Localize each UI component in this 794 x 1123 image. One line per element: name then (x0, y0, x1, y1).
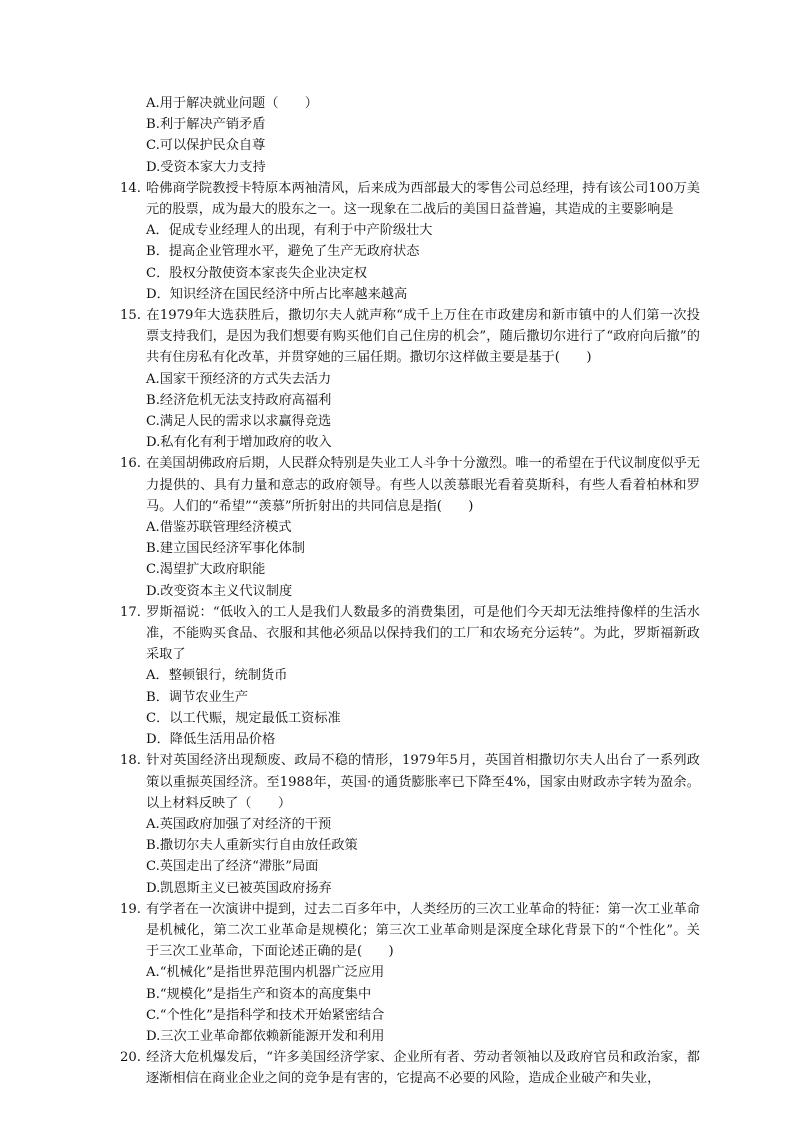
question-stem (120, 178, 700, 220)
answer-option: B．调节农业生产 (146, 689, 249, 705)
question-block (120, 453, 700, 601)
question-block (120, 93, 700, 178)
answer-option: B.建立国民经济军事化体制 (146, 541, 305, 557)
answer-option: C．以工代赈，规定最低工资标准 (146, 710, 341, 726)
question-block (120, 1047, 700, 1089)
question-text: 在美国胡佛政府后期，人民群众特别是失业工人斗争十分激烈。唯一的希望在于代议制度似乎无力提供的、具有力量和意志的政府领导。有些人以羡慕眼光看着莫斯科，有些人看着柏林和罗马。人们的“希望”“羡慕”所折射出的共同信息是指( ) (146, 456, 700, 514)
question-text: 在1979年大选获胜后，撒切尔夫人就声称“成千上万住在市政建房和新市镇中的人们第一次投票支持我们，是因为我们想要有购买他们自己住房的机会”，随后撒切尔进行了“政府向后撤”的共有住房私有化改革，并贯穿她的三届任期。撒切尔这样做主要是基于( ) (146, 308, 700, 366)
answer-option: D.改变资本主义代议制度 (146, 583, 293, 599)
question-number: 17. (120, 604, 141, 620)
answer-option: B.撒切尔夫人重新实行自由放任政策 (146, 838, 358, 854)
answer-option: D．降低生活用品价格 (146, 732, 276, 748)
question-text: 罗斯福说：“低收入的工人是我们人数最多的消费集团，可是他们今天却无法维持像样的生活水准，不能购买食品、衣服和其他必须品以保持我们的工厂和农场充分运转”。为此，罗斯福新政采取了 (146, 604, 700, 663)
answer-option: A.“机械化”是指世界范围内机器广泛应用 (146, 965, 385, 981)
answer-option: B.经济危机无法支持政府高福利 (146, 392, 332, 408)
question-number: 16. (120, 456, 141, 472)
answer-option: B.利于解决产销矛盾 (146, 117, 266, 133)
answer-option: D.三次工业革命都依赖新能源开发和利用 (146, 1028, 385, 1044)
answer-option: A.国家干预经济的方式失去活力 (146, 371, 332, 387)
question-stem (120, 750, 700, 814)
answer-option: A.用于解决就业问题（ ） (146, 96, 318, 111)
question-stem (120, 305, 700, 369)
answer-option: C.满足人民的需求以求赢得竞选 (146, 414, 332, 430)
answer-option: A.借鉴苏联管理经济模式 (146, 520, 292, 536)
question-stem (120, 602, 700, 666)
answer-option: D.受资本家大力支持 (146, 159, 266, 175)
question-block (120, 178, 700, 305)
question-number: 19. (120, 901, 141, 917)
answer-option: C.“个性化”是指科学和技术开始紧密结合 (146, 1007, 385, 1023)
answer-option: B．提高企业管理水平，避免了生产无政府状态 (146, 244, 420, 260)
answer-option: D.私有化有利于增加政府的收入 (146, 435, 332, 451)
answer-option: C.可以保护民众自尊 (146, 138, 266, 154)
question-block (120, 602, 700, 750)
answer-option: C.英国走出了经济“滞胀”局面 (146, 859, 319, 875)
answer-option: A．促成专业经理人的出现，有利于中产阶级壮大 (146, 223, 433, 239)
answer-option: C.渴望扩大政府职能 (146, 562, 266, 578)
answer-option: D.凯恩斯主义已被英国政府扬弃 (146, 880, 332, 896)
question-text: 哈佛商学院教授卡特原本两袖清风，后来成为西部最大的零售公司总经理，持有该公司100万美元的股票，成为最大的股东之一。这一现象在二战后的美国日益普遍，其造成的主要影响是 (146, 180, 700, 218)
answer-option: B.“规模化”是指生产和资本的高度集中 (146, 986, 372, 1002)
question-stem (120, 453, 700, 517)
question-number: 18. (120, 753, 141, 769)
question-number: 14. (120, 180, 141, 196)
question-stem (120, 899, 700, 963)
question-block (120, 899, 700, 1047)
question-text: 有学者在一次演讲中提到，过去二百多年中，人类经历的三次工业革命的特征：第一次工业革命是机械化，第二次工业革命是规模化；第三次工业革命则是深度全球化背景下的“个性化”。关于三次工业革命，下面论述正确的是( ) (146, 901, 700, 960)
question-number: 15. (120, 308, 141, 324)
question-number: 20. (120, 1050, 141, 1066)
question-block (120, 750, 700, 898)
question-stem (120, 1047, 700, 1089)
question-block (120, 305, 700, 453)
answer-option: C．股权分散使资本家丧失企业决定权 (146, 265, 368, 281)
question-text: 针对英国经济出现颓废、政局不稳的情形，1979年5月，英国首相撒切尔夫人出台了一系列政策以重振英国经济。至1988年，英国·的通货膨胀率已下降至4%，国家由财政赤字转为盈余。以上材料反映了（ ） (146, 753, 700, 811)
answer-option: A.英国政府加强了对经济的干预 (146, 816, 332, 832)
answer-option: D．知识经济在国民经济中所占比率越来越高 (146, 286, 408, 302)
question-list (120, 93, 700, 1090)
question-text: 经济大危机爆发后，“许多美国经济学家、企业所有者、劳动者领袖以及政府官员和政治家，都逐渐相信在商业企业之间的竞争是有害的，它提高不必要的风险，造成企业破产和失业， (146, 1050, 700, 1087)
answer-option: A．整顿银行，统制货币 (146, 668, 288, 684)
